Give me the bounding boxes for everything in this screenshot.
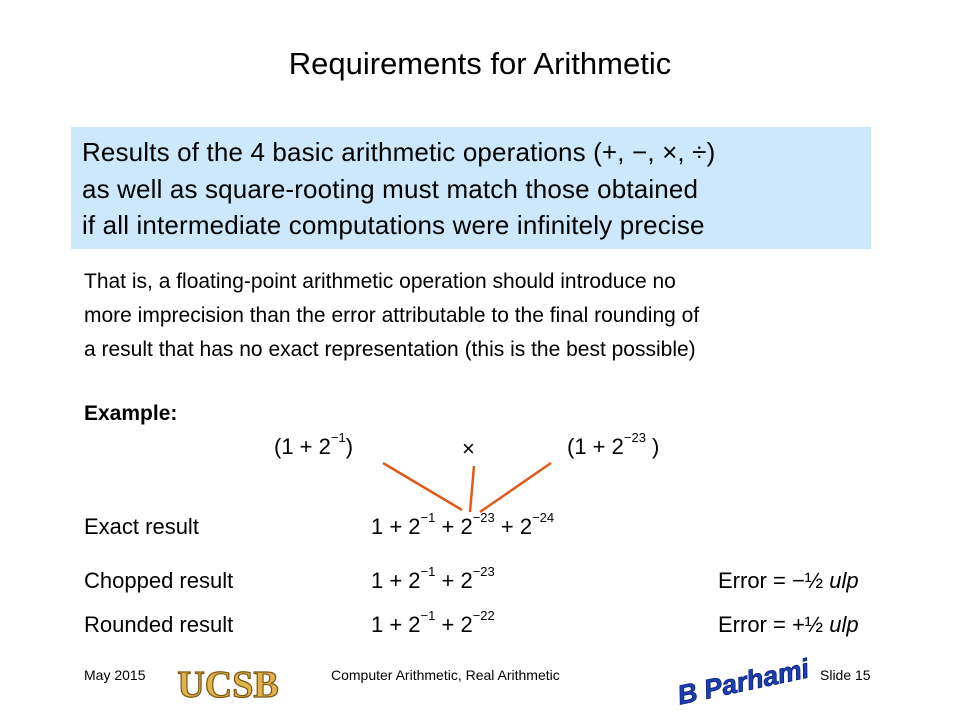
multiply-operator: × — [462, 436, 475, 461]
example-label: Example: — [84, 402, 178, 425]
operand-2: ($1 + 2^{-23}$ ) — [567, 430, 660, 459]
requirement-line-3: if all intermediate computations were infinitely precise — [82, 210, 705, 240]
explanation-line-3: a result that has no exact representation (this is the best possible) — [84, 338, 696, 361]
explanation-line-2: more imprecision than the error attributable to the final rounding of — [84, 304, 700, 327]
footer-slide-number: Slide 15 — [820, 667, 871, 683]
connector-left — [383, 463, 462, 510]
explanation-line-1: That is, a floating-point arithmetic operation should introduce no — [84, 270, 676, 293]
requirement-line-1: Results of the 4 basic arithmetic operations (+, −, ×, ÷) — [82, 137, 716, 167]
requirement-line-2: as well as square-rooting must match those obtained — [82, 174, 699, 204]
rounded-result-expression: $1 + 2^{-1} + 2^{-22}$ — [371, 608, 495, 637]
slide-title: Requirements for Arithmetic — [288, 46, 672, 81]
footer-date: May 2015 — [84, 667, 146, 683]
chopped-error: Error = −½ ulp — [718, 568, 859, 593]
exact-result-label: Exact result — [84, 514, 199, 539]
exact-result-expression: $1 + 2^{-1} + 2^{-23} + 2^{-24}$ — [371, 510, 555, 539]
author-signature — [674, 645, 812, 711]
operand-1: $(1 + 2^{-1})$ — [274, 430, 354, 459]
rounded-error: Error = +½ ulp — [718, 612, 859, 637]
connector-middle — [470, 466, 474, 512]
signature-text: B Parhami — [674, 653, 812, 711]
footer-course: Computer Arithmetic, Real Arithmetic — [331, 667, 560, 683]
chopped-result-expression: $1 + 2^{-1} + 2^{-23}$ — [371, 564, 495, 593]
chopped-result-label: Chopped result — [84, 568, 234, 593]
rounded-result-label: Rounded result — [84, 612, 234, 637]
ucsb-logo — [170, 657, 286, 709]
connector-right — [480, 463, 551, 512]
ucsb-logo-text: UCSB — [177, 664, 279, 706]
